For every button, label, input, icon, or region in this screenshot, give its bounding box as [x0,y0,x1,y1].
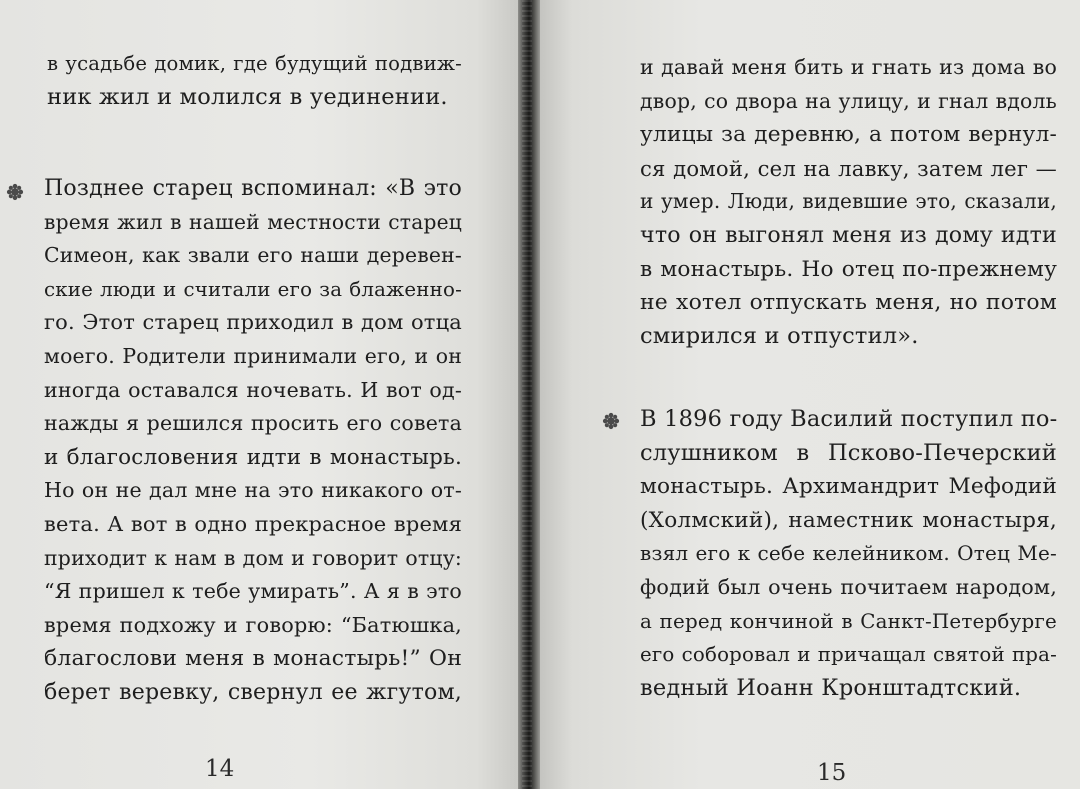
left-paragraph [44,172,462,710]
text-line: в монастырь. Но отец по-прежнему [640,256,1057,282]
text-line: благослови меня в монастырь!” Он [44,646,462,672]
text-line: смирился и отпустил». [640,322,919,349]
left-page [0,0,518,789]
text-line: ведный Иоанн Кронштадтский. [640,674,1022,701]
text-line: ся домой, сел на лавку, затем лег — [640,155,1057,181]
text-line: Но он не дал мне на это никакого от- [44,478,462,503]
text-line: что он выгонял меня из дому идти [640,221,1057,248]
left-intro-text [47,47,462,114]
flower-bullet-icon [602,412,620,430]
text-line: время жил в нашей местности старец [44,209,462,234]
text-line: не хотел отпускать меня, но потом [640,290,1057,316]
text-line: а перед кончиной в Санкт-Петербурге [640,609,1057,633]
text-line: го. Этот старец приходил в дом отца [44,310,462,335]
flower-bullet-icon [6,183,24,201]
text-line: Позднее старец вспоминал: «В это [44,176,462,201]
text-line: и давай меня бить и гнать из дома во [640,55,1057,79]
right-continuation-text [640,51,1057,353]
page-number-right: 15 [817,760,847,786]
text-line: слушником в Псково-Печерский [640,439,1057,466]
text-line: В 1896 году Василий поступил по- [640,406,1058,432]
text-line: время подхожу и говорю: “Батюшка, [44,612,462,637]
page-edges [522,0,532,789]
text-line: в усадьбе домик, где будущий подвиж- [47,52,462,75]
text-line: его соборовал и причащал святой пра- [640,643,1057,667]
text-line: берет веревку, свернул ее жгутом, [44,679,462,705]
text-line: и благословения идти в монастырь. [44,444,462,470]
text-line: иногда оставался ночевать. И вот од- [44,377,462,402]
text-line: и умер. Люди, видевшие это, сказали, [640,189,1057,214]
text-line: нажды я решился просить его совета [44,411,462,436]
text-line: ские люди и считали его за блаженно- [44,277,462,301]
text-line: ник жил и молился в уединении. [47,83,448,110]
text-line: монастырь. Архимандрит Мефодий [640,474,1057,500]
text-line: двор, со двора на улицу, и гнал вдоль [640,88,1057,113]
text-line: вета. А вот в одно прекрасное время [44,511,462,536]
right-page [540,0,1080,789]
text-line: моего. Родители принимали его, и он [44,343,462,368]
text-line: (Холмский), наместник монастыря, [640,507,1057,533]
text-line: фодий был очень почитаем народом, [640,574,1057,599]
right-paragraph [640,403,1057,705]
text-line: “Я пришел к тебе умирать”. А я в это [44,579,462,604]
text-line: Симеон, как звали его наши деревен- [44,243,462,268]
text-line: взял его к себе келейником. Отец Ме- [640,541,1057,566]
text-line: улицы за деревню, а потом вернул- [640,122,1057,148]
text-line: приходит к нам в дом и говорит отцу: [44,545,462,570]
page-number-left: 14 [205,756,235,782]
